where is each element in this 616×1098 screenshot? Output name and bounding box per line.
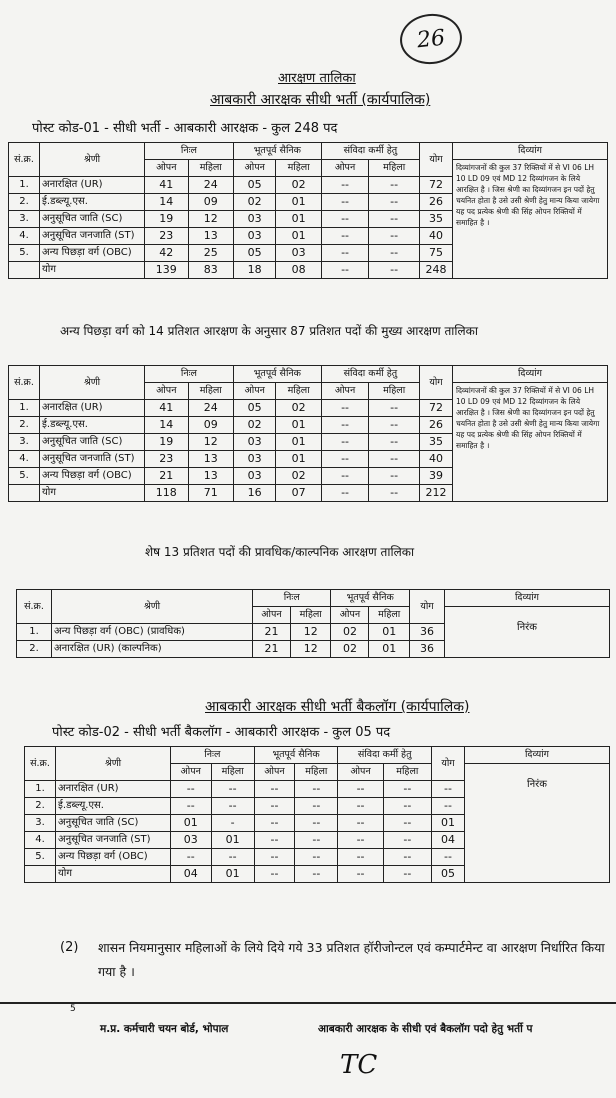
cell: 41 bbox=[145, 177, 189, 194]
cell: -- bbox=[369, 417, 420, 434]
cell: 72 bbox=[420, 400, 453, 417]
col-category: श्रेणी bbox=[52, 590, 253, 624]
cell: 2. bbox=[25, 798, 56, 815]
section1-subtitle: आबकारी आरक्षक सीधी भर्ती (कार्यपालिक) bbox=[210, 92, 431, 108]
cell: 40 bbox=[420, 451, 453, 468]
cell: 03 bbox=[171, 832, 212, 849]
section1-title: आरक्षण तालिका bbox=[278, 71, 356, 86]
cell: 24 bbox=[188, 177, 233, 194]
col-female: महिला bbox=[211, 764, 254, 781]
cell: -- bbox=[171, 849, 212, 866]
cell: 21 bbox=[145, 468, 189, 485]
cell: -- bbox=[369, 194, 420, 211]
col-open: ओपन bbox=[145, 160, 189, 177]
cell: 01 bbox=[276, 451, 321, 468]
footer-page-number: 5 bbox=[70, 1004, 76, 1014]
cell: अनुसूचित जनजाति (ST) bbox=[40, 228, 145, 245]
section4-post-code: पोस्ट कोड-02 - सीधी भर्ती बैकलॉग - आबकारी आरक्षक - कुल 05 पद bbox=[52, 725, 391, 740]
cell: -- bbox=[369, 228, 420, 245]
cell: -- bbox=[254, 815, 295, 832]
col-divyang: दिव्यांग bbox=[453, 143, 608, 160]
col-contract-group: संविदा कर्मी हेतु bbox=[321, 143, 419, 160]
cell: 12 bbox=[188, 211, 233, 228]
cell: -- bbox=[321, 468, 368, 485]
cell: 12 bbox=[290, 641, 331, 658]
col-category: श्रेणी bbox=[40, 366, 145, 400]
cell: -- bbox=[295, 832, 338, 849]
cell: -- bbox=[321, 417, 368, 434]
col-total: योग bbox=[420, 366, 453, 400]
cell: 05 bbox=[233, 400, 276, 417]
cell: 01 bbox=[276, 194, 321, 211]
cell: 26 bbox=[420, 194, 453, 211]
cell: 3. bbox=[25, 815, 56, 832]
divyang-value: निरंक bbox=[465, 764, 610, 883]
cell: 04 bbox=[171, 866, 212, 883]
col-sno: सं.क्र. bbox=[9, 366, 40, 400]
cell: 18 bbox=[233, 262, 276, 279]
cell: -- bbox=[321, 177, 368, 194]
cell: -- bbox=[211, 798, 254, 815]
cell: 13 bbox=[188, 468, 233, 485]
cell: 24 bbox=[188, 400, 233, 417]
cell: -- bbox=[254, 781, 295, 798]
col-open-group: निःल bbox=[145, 143, 234, 160]
cell: -- bbox=[383, 866, 431, 883]
cell: 03 bbox=[276, 245, 321, 262]
col-divyang: दिव्यांग bbox=[465, 747, 610, 764]
cell: 01 bbox=[276, 211, 321, 228]
cell: 4. bbox=[9, 228, 40, 245]
cell: 40 bbox=[420, 228, 453, 245]
col-female: महिला bbox=[188, 160, 233, 177]
cell: 72 bbox=[420, 177, 453, 194]
cell: -- bbox=[369, 485, 420, 502]
cell: 139 bbox=[145, 262, 189, 279]
page-number: 26 bbox=[398, 11, 465, 67]
col-category: श्रेणी bbox=[40, 143, 145, 177]
cell: 1. bbox=[9, 400, 40, 417]
col-ex-group: भूतपूर्व सैनिक bbox=[233, 143, 321, 160]
col-female: महिला bbox=[383, 764, 431, 781]
cell: 35 bbox=[420, 434, 453, 451]
cell: 02 bbox=[276, 400, 321, 417]
col-contract-group: संविदा कर्मी हेतु bbox=[338, 747, 432, 764]
cell: ई.डब्ल्यू.एस. bbox=[40, 194, 145, 211]
cell: 19 bbox=[145, 211, 189, 228]
cell: 01 bbox=[432, 815, 465, 832]
cell: 09 bbox=[188, 194, 233, 211]
cell: -- bbox=[383, 798, 431, 815]
cell: अनारक्षित (UR) (काल्पनिक) bbox=[52, 641, 253, 658]
cell: -- bbox=[383, 832, 431, 849]
cell: 5. bbox=[9, 245, 40, 262]
cell: -- bbox=[338, 798, 383, 815]
col-open: ओपन bbox=[254, 764, 295, 781]
cell: -- bbox=[369, 434, 420, 451]
cell: अन्य पिछड़ा वर्ग (OBC) bbox=[40, 245, 145, 262]
cell: 02 bbox=[233, 417, 276, 434]
cell: 1. bbox=[25, 781, 56, 798]
cell: -- bbox=[432, 798, 465, 815]
section4-title: आबकारी आरक्षक सीधी भर्ती बैकलॉग (कार्यपालिक) bbox=[205, 699, 470, 715]
cell: -- bbox=[369, 245, 420, 262]
cell: अन्य पिछड़ा वर्ग (OBC) (प्रावधिक) bbox=[52, 624, 253, 641]
cell: अनारक्षित (UR) bbox=[56, 781, 171, 798]
cell: 3. bbox=[9, 211, 40, 228]
cell: 16 bbox=[233, 485, 276, 502]
cell: -- bbox=[295, 849, 338, 866]
cell: 01 bbox=[276, 228, 321, 245]
cell: -- bbox=[295, 866, 338, 883]
cell: 01 bbox=[369, 624, 410, 641]
cell: ई.डब्ल्यू.एस. bbox=[40, 417, 145, 434]
cell: 04 bbox=[432, 832, 465, 849]
cell: -- bbox=[369, 451, 420, 468]
cell: -- bbox=[321, 228, 368, 245]
cell: ई.डब्ल्यू.एस. bbox=[56, 798, 171, 815]
cell: 03 bbox=[233, 228, 276, 245]
cell: -- bbox=[211, 849, 254, 866]
footer-right-text: आबकारी आरक्षक के सीधी एवं बैकलॉग पदो हेतु भर्ती प bbox=[318, 1023, 533, 1035]
cell: 12 bbox=[290, 624, 331, 641]
cell: 02 bbox=[276, 468, 321, 485]
col-female: महिला bbox=[369, 160, 420, 177]
col-contract-group: संविदा कर्मी हेतु bbox=[321, 366, 419, 383]
cell: 12 bbox=[188, 434, 233, 451]
col-total: योग bbox=[410, 590, 445, 624]
col-open: ओपन bbox=[233, 160, 276, 177]
cell: 01 bbox=[211, 866, 254, 883]
cell: 1. bbox=[9, 177, 40, 194]
col-ex-group: भूतपूर्व सैनिक bbox=[331, 590, 410, 607]
reservation-table-4 bbox=[24, 746, 610, 883]
col-open-group: निःल bbox=[145, 366, 234, 383]
col-sno: सं.क्र. bbox=[9, 143, 40, 177]
col-female: महिला bbox=[276, 383, 321, 400]
cell: 01 bbox=[171, 815, 212, 832]
cell: -- bbox=[383, 781, 431, 798]
signature: TC bbox=[340, 1050, 378, 1080]
cell: -- bbox=[369, 468, 420, 485]
col-female: महिला bbox=[369, 383, 420, 400]
col-female: महिला bbox=[369, 607, 410, 624]
col-divyang: दिव्यांग bbox=[445, 590, 610, 607]
cell: 5. bbox=[25, 849, 56, 866]
cell: अनुसूचित जाति (SC) bbox=[40, 434, 145, 451]
cell: -- bbox=[321, 245, 368, 262]
cell: -- bbox=[321, 211, 368, 228]
cell: 01 bbox=[211, 832, 254, 849]
col-open: ओपन bbox=[338, 764, 383, 781]
cell: -- bbox=[254, 849, 295, 866]
cell: -- bbox=[254, 832, 295, 849]
cell: -- bbox=[321, 451, 368, 468]
col-female: महिला bbox=[295, 764, 338, 781]
col-open: ओपन bbox=[145, 383, 189, 400]
cell: योग bbox=[40, 485, 145, 502]
cell: 1. bbox=[17, 624, 52, 641]
cell: अनारक्षित (UR) bbox=[40, 400, 145, 417]
col-divyang: दिव्यांग bbox=[453, 366, 608, 383]
cell: 26 bbox=[420, 417, 453, 434]
cell: योग bbox=[56, 866, 171, 883]
cell: -- bbox=[295, 798, 338, 815]
cell: अन्य पिछड़ा वर्ग (OBC) bbox=[40, 468, 145, 485]
cell: 02 bbox=[331, 641, 369, 658]
col-total: योग bbox=[420, 143, 453, 177]
note-text: शासन नियमानुसार महिलाओं के लिये दिये गये 33 प्रतिशत हॉरीजोन्टल एवं कम्पार्टमेन्ट वा आरक्षण निर्धारित किया गया है । bbox=[98, 940, 605, 979]
cell: -- bbox=[432, 849, 465, 866]
cell: 2. bbox=[9, 417, 40, 434]
cell: 07 bbox=[276, 485, 321, 502]
cell bbox=[9, 485, 40, 502]
cell: 5. bbox=[9, 468, 40, 485]
cell: -- bbox=[383, 849, 431, 866]
cell: -- bbox=[321, 262, 368, 279]
cell: -- bbox=[369, 262, 420, 279]
cell: 2. bbox=[17, 641, 52, 658]
col-open: ओपन bbox=[171, 764, 212, 781]
cell: - bbox=[211, 815, 254, 832]
col-open-group: निःल bbox=[171, 747, 255, 764]
cell: 03 bbox=[233, 211, 276, 228]
cell: 02 bbox=[233, 194, 276, 211]
cell: 35 bbox=[420, 211, 453, 228]
cell: -- bbox=[211, 781, 254, 798]
footer-left-text: म.प्र. कर्मचारी चयन बोर्ड, भोपाल bbox=[100, 1023, 229, 1035]
cell: 83 bbox=[188, 262, 233, 279]
cell: 71 bbox=[188, 485, 233, 502]
cell: 05 bbox=[432, 866, 465, 883]
cell: 03 bbox=[233, 434, 276, 451]
cell bbox=[9, 262, 40, 279]
cell: 02 bbox=[276, 177, 321, 194]
col-open: ओपन bbox=[321, 383, 368, 400]
cell: 01 bbox=[276, 417, 321, 434]
cell: 03 bbox=[233, 451, 276, 468]
cell: 212 bbox=[420, 485, 453, 502]
cell: -- bbox=[254, 866, 295, 883]
cell bbox=[25, 866, 56, 883]
cell: 01 bbox=[369, 641, 410, 658]
cell: 3. bbox=[9, 434, 40, 451]
reservation-table-1 bbox=[8, 142, 608, 279]
cell: 14 bbox=[145, 417, 189, 434]
col-open: ओपन bbox=[253, 607, 291, 624]
section3-title: शेष 13 प्रतिशत पदों की प्रावधिक/काल्पनिक आरक्षण तालिका bbox=[145, 545, 415, 559]
cell: अन्य पिछड़ा वर्ग (OBC) bbox=[56, 849, 171, 866]
cell: 05 bbox=[233, 245, 276, 262]
col-female: महिला bbox=[290, 607, 331, 624]
cell: 23 bbox=[145, 228, 189, 245]
cell: अनुसूचित जाति (SC) bbox=[40, 211, 145, 228]
divyang-note: दिव्यांगजनों की कुल 37 रिक्तियों में से VI 06 LH 10 LD 09 एवं MD 12 दिव्यांगजन के लिये आरक्षित है । जिस श्रेणी का दिव्यांगजन इन पदों हेतु चयनित होता है उसे उसी श्रेणी हेतु मान्य किया जायेगा यह पद प्रत्येक श्रेणी की सिंह ओपन रिक्तियों में समाहित है । bbox=[453, 383, 608, 502]
cell: 21 bbox=[253, 641, 291, 658]
cell: -- bbox=[321, 434, 368, 451]
cell: 4. bbox=[9, 451, 40, 468]
cell: 19 bbox=[145, 434, 189, 451]
col-open: ओपन bbox=[331, 607, 369, 624]
col-open: ओपन bbox=[233, 383, 276, 400]
cell: अनुसूचित जाति (SC) bbox=[56, 815, 171, 832]
col-total: योग bbox=[432, 747, 465, 781]
cell: 36 bbox=[410, 641, 445, 658]
cell: -- bbox=[369, 177, 420, 194]
col-open: ओपन bbox=[321, 160, 368, 177]
cell: 02 bbox=[331, 624, 369, 641]
reservation-table-2 bbox=[8, 365, 608, 502]
cell: -- bbox=[432, 781, 465, 798]
cell: 14 bbox=[145, 194, 189, 211]
cell: योग bbox=[40, 262, 145, 279]
footer-divider bbox=[0, 1002, 616, 1004]
note-number: (2) bbox=[60, 940, 79, 955]
cell: 01 bbox=[276, 434, 321, 451]
cell: -- bbox=[295, 815, 338, 832]
cell: -- bbox=[369, 211, 420, 228]
cell: 39 bbox=[420, 468, 453, 485]
cell: -- bbox=[171, 798, 212, 815]
col-sno: सं.क्र. bbox=[17, 590, 52, 624]
col-ex-group: भूतपूर्व सैनिक bbox=[233, 366, 321, 383]
section1-post-code: पोस्ट कोड-01 - सीधी भर्ती - आबकारी आरक्षक - कुल 248 पद bbox=[32, 121, 338, 136]
cell: -- bbox=[321, 400, 368, 417]
divyang-note: दिव्यांगजनों की कुल 37 रिक्तियों में से VI 06 LH 10 LD 09 एवं MD 12 दिव्यांगजन के लिये आरक्षित है । जिस श्रेणी का दिव्यांगजन इन पदों हेतु चयनित होता है उसे उसी श्रेणी हेतु मान्य किया जायेगा यह पद प्रत्येक श्रेणी की सिंह ओपन रिक्तियों में समाहित है । bbox=[453, 160, 608, 279]
cell: -- bbox=[254, 798, 295, 815]
cell: 08 bbox=[276, 262, 321, 279]
cell: 03 bbox=[233, 468, 276, 485]
divyang-value: निरंक bbox=[445, 607, 610, 658]
col-sno: सं.क्र. bbox=[25, 747, 56, 781]
col-female: महिला bbox=[188, 383, 233, 400]
col-category: श्रेणी bbox=[56, 747, 171, 781]
cell: 36 bbox=[410, 624, 445, 641]
cell: -- bbox=[338, 815, 383, 832]
cell: -- bbox=[338, 849, 383, 866]
cell: 42 bbox=[145, 245, 189, 262]
cell: -- bbox=[321, 485, 368, 502]
cell: 09 bbox=[188, 417, 233, 434]
cell: -- bbox=[338, 781, 383, 798]
col-ex-group: भूतपूर्व सैनिक bbox=[254, 747, 338, 764]
cell: 2. bbox=[9, 194, 40, 211]
cell: अनुसूचित जनजाति (ST) bbox=[56, 832, 171, 849]
cell: -- bbox=[338, 832, 383, 849]
cell: -- bbox=[338, 866, 383, 883]
cell: 21 bbox=[253, 624, 291, 641]
cell: अनारक्षित (UR) bbox=[40, 177, 145, 194]
cell: 75 bbox=[420, 245, 453, 262]
cell: 118 bbox=[145, 485, 189, 502]
cell: 4. bbox=[25, 832, 56, 849]
cell: -- bbox=[383, 815, 431, 832]
reservation-table-3 bbox=[16, 589, 610, 658]
cell: -- bbox=[321, 194, 368, 211]
section2-title: अन्य पिछड़ा वर्ग को 14 प्रतिशत आरक्षण के अनुसार 87 प्रतिशत पदों की मुख्य आरक्षण तालिका bbox=[60, 324, 478, 338]
cell: -- bbox=[295, 781, 338, 798]
cell: 23 bbox=[145, 451, 189, 468]
cell: 13 bbox=[188, 451, 233, 468]
cell: -- bbox=[171, 781, 212, 798]
cell: अनुसूचित जनजाति (ST) bbox=[40, 451, 145, 468]
col-female: महिला bbox=[276, 160, 321, 177]
cell: 13 bbox=[188, 228, 233, 245]
cell: -- bbox=[369, 400, 420, 417]
cell: 248 bbox=[420, 262, 453, 279]
col-open-group: निःल bbox=[253, 590, 331, 607]
cell: 05 bbox=[233, 177, 276, 194]
cell: 41 bbox=[145, 400, 189, 417]
cell: 25 bbox=[188, 245, 233, 262]
